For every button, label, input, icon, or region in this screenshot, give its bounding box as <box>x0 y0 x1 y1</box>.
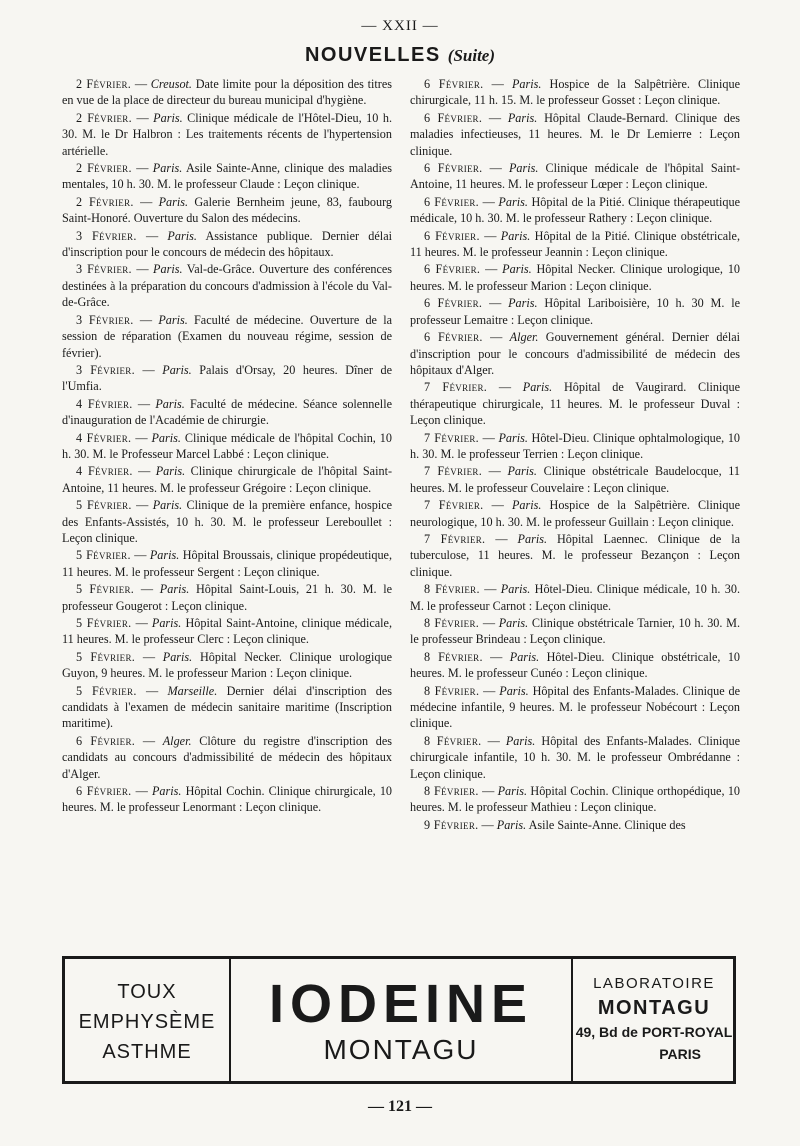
entry-text: Hôpital Saint-Antoine, clinique médicale, 11 heures. M. le professeur Clerc : Leçon clinique. <box>62 616 392 647</box>
entry-dash: — <box>131 161 153 176</box>
entry-dash: — <box>482 296 509 311</box>
news-entry <box>62 76 392 109</box>
entry-date: 5 Février. <box>76 683 137 698</box>
news-entry <box>62 194 392 227</box>
entry-city: Paris. <box>149 548 180 563</box>
entry-text: Faculté de médecine. Séance solennelle d'inauguration de l'Académie de chirurgie. <box>62 396 392 428</box>
ad-left-line: EMPHYSÈME <box>78 1011 216 1033</box>
entry-date: 4 Février. <box>76 396 133 411</box>
entry-city: Paris. <box>498 194 528 209</box>
entry-date: 7 Février. <box>424 430 480 445</box>
news-entry <box>410 783 740 816</box>
news-entry <box>410 430 740 463</box>
entry-dash: — <box>482 161 509 176</box>
entry-dash: — <box>481 733 506 748</box>
entry-text: Clinique médicale de l'hôpital Saint-Antoine, 11 heures. M. le professeur Lœper : Leçon clinique. <box>410 161 741 192</box>
entry-city: Paris. <box>497 784 528 799</box>
entry-dash: — <box>132 396 156 411</box>
entry-text: Dernier délai d'inscription des candidats à l'examen de médecin sanitaire maritime (Inscription maritime). <box>62 683 393 731</box>
ad-lab-line: LABORATOIRE <box>593 975 715 992</box>
entry-text: Hôtel-Dieu. Clinique obstétricale, 10 heures. M. le professeur Cunéo : Leçon clinique. <box>410 649 741 681</box>
news-entry <box>410 683 740 732</box>
entry-dash: — <box>479 228 501 243</box>
entry-city: Paris. <box>159 582 190 597</box>
entry-date: 9 Février. <box>424 817 479 832</box>
entry-text: Hôpital Saint-Louis, 21 h. 30. M. le professeur Gougerot : Leçon clinique. <box>62 582 393 613</box>
news-entry <box>410 531 740 580</box>
entry-dash: — <box>479 194 499 209</box>
entry-dash: — <box>131 77 151 91</box>
entry-city: Paris. <box>522 380 553 395</box>
entry-date: 6 Février. <box>76 784 132 799</box>
entry-date: 7 Février. <box>424 498 484 513</box>
news-entry <box>62 783 392 816</box>
entry-text: Clinique chirurgicale de l'hôpital Saint-Antoine, 11 heures. M. le professeur Grégoire : Leçon clinique. <box>62 464 393 495</box>
entry-city: Paris. <box>500 582 531 597</box>
entry-text: Asile Sainte-Anne, clinique des maladies mentales, 10 h. 30. M. le professeur Claude : Leçon clinique. <box>62 161 393 192</box>
page-roman-numeral: — XXII — <box>361 18 439 34</box>
entry-dash: — <box>479 616 499 630</box>
news-entry <box>410 733 740 782</box>
entry-city: Paris. <box>151 784 182 799</box>
entry-city: Paris. <box>151 430 181 445</box>
news-entry <box>62 312 392 361</box>
entry-city: Paris. <box>508 161 539 176</box>
news-entry <box>410 649 740 682</box>
entry-dash: — <box>482 330 510 345</box>
entry-text: Hôpital Necker. Clinique urologique, 10 heures. M. le professeur Marion : Leçon clinique. <box>410 262 741 293</box>
entry-date: 2 Février. <box>76 77 132 91</box>
entry-date: 6 Février. <box>424 161 483 176</box>
entry-text: Asile Sainte-Anne. Clinique des <box>528 817 686 832</box>
entry-dash: — <box>483 77 512 91</box>
entry-city: Paris. <box>517 531 547 546</box>
entry-dash: — <box>478 784 498 799</box>
entry-city: Paris. <box>502 262 532 277</box>
news-entry <box>410 228 740 261</box>
entry-date: 5 Février. <box>76 498 132 513</box>
ad-center-panel <box>231 959 571 1081</box>
entry-dash: — <box>131 784 152 799</box>
entry-city: Paris. <box>496 817 527 832</box>
entry-date: 6 Février. <box>424 77 484 91</box>
entry-text: Faculté de médecine. Ouverture de la session de réparation (Examen du nouveau régime, session de février). <box>62 312 392 360</box>
entry-dash: — <box>136 228 168 243</box>
entry-dash: — <box>479 430 499 445</box>
ad-left-line: ASTHME <box>102 1041 192 1063</box>
entry-text: Hôpital des Enfants-Malades. Clinique chirurgicale infantile, 10 h. 30. M. le professeur Ombrédanne : Leçon clinique. <box>410 733 741 781</box>
entry-city: Paris. <box>158 312 188 327</box>
entry-city: Paris. <box>152 498 183 513</box>
entry-city: Paris. <box>155 464 186 479</box>
entry-date: 3 Février. <box>76 262 132 277</box>
news-entry <box>410 379 740 428</box>
entry-date: 8 Février. <box>424 733 482 748</box>
news-entry <box>62 110 392 159</box>
entry-dash: — <box>132 464 156 479</box>
entry-text: Hospice de la Salpêtrière. Clinique chirurgicale, 11 h. 15. M. le professeur Gosset : Leçon clinique. <box>410 77 740 108</box>
entry-text: Hôpital Cochin. Clinique orthopédique, 10 heures. M. le professeur Mathieu : Leçon clinique. <box>410 784 741 815</box>
news-entry <box>62 463 392 496</box>
news-entry <box>62 160 392 193</box>
entry-dash: — <box>131 262 154 277</box>
entry-dash: — <box>135 649 163 664</box>
entry-date: 6 Février. <box>424 330 483 345</box>
advertisement <box>62 956 736 1084</box>
news-entry <box>62 547 392 580</box>
entry-city: Marseille. <box>167 683 218 698</box>
news-entry <box>62 261 392 310</box>
entry-date: 7 Février. <box>424 464 483 479</box>
news-entry <box>410 329 740 378</box>
entry-dash: — <box>131 616 152 630</box>
entry-date: 5 Février. <box>76 649 136 664</box>
entry-text: Palais d'Orsay, 20 heures. Dîner de l'Umfia. <box>62 362 393 394</box>
section-title-suite: (Suite) <box>447 46 496 65</box>
entry-date: 8 Février. <box>424 649 483 664</box>
entry-text: Hôpital Lariboisière, 10 h. 30 M. le professeur Lemaitre : Leçon clinique. <box>410 296 741 327</box>
entry-city: Paris. <box>507 110 538 125</box>
entry-city: Paris. <box>500 228 531 243</box>
entry-city: Paris. <box>155 396 185 411</box>
entry-city: Paris. <box>153 110 183 125</box>
news-entry <box>410 581 740 614</box>
entry-city: Paris. <box>162 362 192 377</box>
entry-text: Hôtel-Dieu. Clinique ophtalmologique, 10 h. 30. M. le professeur Terrien : Leçon clinique. <box>410 430 741 461</box>
news-entry <box>410 160 740 193</box>
entry-city: Paris. <box>507 464 537 479</box>
entry-city: Paris. <box>511 498 542 513</box>
news-entry <box>62 615 392 648</box>
section-title-main: NOUVELLES <box>304 44 441 66</box>
entry-text: Galerie Bernheim jeune, 83, faubourg Saint-Honoré. Ouverture du Salon des médecins. <box>62 194 393 226</box>
entry-date: 8 Février. <box>424 616 480 630</box>
entry-date: 6 Février. <box>424 296 483 311</box>
news-entry <box>62 581 392 614</box>
entry-date: 5 Février. <box>76 616 132 630</box>
entry-city: Paris. <box>167 228 197 243</box>
entry-text: Hôpital de la Pitié. Clinique thérapeutique médicale, 10 h. 30. M. le professeur Rathery : Leçon clinique. <box>410 194 741 226</box>
entry-city: Paris. <box>162 649 193 664</box>
entry-date: 5 Février. <box>76 582 135 597</box>
section-title <box>0 44 800 67</box>
entry-city: Paris. <box>499 683 529 698</box>
entry-dash: — <box>131 110 154 125</box>
entry-dash: — <box>134 362 163 377</box>
news-entry <box>410 295 740 328</box>
entry-text: Hôpital Claude-Bernard. Clinique des maladies infectieuses, 11 heures. M. le Dr Lemierre : Leçon clinique. <box>410 110 740 158</box>
news-entry <box>410 497 740 530</box>
ad-left-panel <box>65 959 231 1081</box>
entry-date: 8 Février. <box>424 683 480 698</box>
entry-text: Clinique obstétricale Baudelocque, 11 heures. M. le professeur Couvelaire : Leçon clinique. <box>410 464 740 495</box>
entry-date: 4 Février. <box>76 464 133 479</box>
entry-date: 4 Février. <box>76 430 132 445</box>
news-entry <box>62 362 392 395</box>
entry-date: 7 Février. <box>424 531 486 546</box>
entry-dash: — <box>482 110 508 125</box>
entry-text: Date limite pour la déposition des titres en vue de la place de directeur du bureau municipal d'hygiène. <box>62 77 393 108</box>
entry-date: 7 Février. <box>424 380 488 395</box>
entry-date: 2 Février. <box>76 110 132 125</box>
entry-city: Paris. <box>153 262 183 277</box>
entry-city: Paris. <box>511 77 542 91</box>
entry-date: 6 Février. <box>76 733 136 748</box>
news-entry <box>62 649 392 682</box>
entry-text: Val-de-Grâce. Ouverture des conférences destinées à la préparation du concours d'admission à l'école du Val-de-Grâce. <box>62 262 393 310</box>
entry-text: Gouvernement général. Dernier délai d'inscription pour le concours d'admissibilité de médecin des hôpitaux d'Alger. <box>410 330 741 377</box>
entry-date: 8 Février. <box>424 582 480 597</box>
page-number: — 121 — <box>368 1098 432 1115</box>
entry-date: 3 Février. <box>76 312 134 327</box>
entry-city: Paris. <box>508 296 538 311</box>
entry-dash: — <box>478 817 497 832</box>
entry-city: Alger. <box>162 733 192 748</box>
entry-date: 6 Février. <box>424 262 481 277</box>
entry-date: 6 Février. <box>424 110 483 125</box>
entry-date: 6 Février. <box>424 194 480 209</box>
entry-text: Hôpital de Vaugirard. Clinique thérapeutique chirurgicale, 11 heures. M. le professeur Duval : Leçon clinique. <box>410 380 741 428</box>
news-entry <box>410 463 740 496</box>
entry-dash: — <box>136 683 168 698</box>
news-entry <box>62 430 392 463</box>
news-entry <box>62 228 392 261</box>
entry-dash: — <box>479 683 500 698</box>
entry-text: Hôtel-Dieu. Clinique médicale, 10 h. 30. M. le professeur Carnot : Leçon clinique. <box>410 582 741 613</box>
news-entry <box>62 683 392 732</box>
entry-city: Creusot. <box>150 77 192 91</box>
news-entry <box>410 615 740 648</box>
entry-dash: — <box>131 430 152 445</box>
entry-dash: — <box>130 548 150 563</box>
entry-dash: — <box>482 464 508 479</box>
entry-dash: — <box>479 582 501 597</box>
entry-date: 5 Février. <box>76 548 131 563</box>
entry-text: Hôpital des Enfants-Malades. Clinique de médecine infantile, 9 heures. M. le professeur Nobécourt : Leçon clinique. <box>410 683 741 731</box>
entry-city: Paris. <box>158 194 189 209</box>
news-entry <box>62 497 392 546</box>
entry-city: Paris. <box>509 649 540 664</box>
news-entry <box>410 261 740 294</box>
entry-date: 3 Février. <box>76 362 135 377</box>
entry-date: 3 Février. <box>76 228 137 243</box>
entry-text: Clinique médicale de l'Hôtel-Dieu, 10 h. 30. M. le Dr Halbron : Les traitements récents de l'hypertension artérielle. <box>62 110 393 158</box>
entry-city: Paris. <box>151 616 182 630</box>
entry-dash: — <box>485 531 518 546</box>
ad-lab-name: MONTAGU <box>597 997 711 1019</box>
entry-dash: — <box>135 733 163 748</box>
news-entry <box>410 76 740 109</box>
entry-dash: — <box>480 262 503 277</box>
entry-text: Hôpital Necker. Clinique urologique Guyon, 9 heures. M. le professeur Marion : Leçon clinique. <box>62 649 392 681</box>
entry-dash: — <box>133 194 159 209</box>
ad-brand-sub: MONTAGU <box>323 1034 479 1065</box>
entry-dash: — <box>134 582 160 597</box>
entry-dash: — <box>482 649 510 664</box>
news-entry <box>410 110 740 159</box>
entry-text: Clinique obstétricale Tarnier, 10 h. 30. M. le professeur Brindeau : Leçon clinique. <box>410 616 741 647</box>
entry-text: Assistance publique. Dernier délai d'inscription pour le concours de médecin des hôpitaux. <box>62 228 392 260</box>
ad-lab-city: PARIS <box>659 1046 701 1062</box>
entry-text: Clôture du registre d'inscription des candidats au concours d'admissibilité de médecin des hôpitaux d'Alger. <box>62 733 393 781</box>
entry-city: Paris. <box>152 161 183 176</box>
entry-text: Hôpital Laennec. Clinique de la tuberculose, 11 heures. M. le professeur Bezançon : Leçon clinique. <box>410 531 741 579</box>
news-entry <box>410 194 740 227</box>
entry-date: 2 Février. <box>76 194 134 209</box>
entry-dash: — <box>483 498 512 513</box>
entry-text: Clinique médicale de l'hôpital Cochin, 10 h. 30. M. le Professeur Marcel Labbé : Leçon clinique. <box>62 430 392 461</box>
entry-text: Clinique de la première enfance, hospice des Enfants-Assistés, 10 h. 30. M. le professeur Lereboullet : Leçon clinique. <box>62 498 393 545</box>
entry-date: 8 Février. <box>424 784 479 799</box>
right-column <box>410 76 740 834</box>
ad-left-line: TOUX <box>117 981 177 1003</box>
entry-city: Alger. <box>509 330 539 345</box>
news-entry <box>410 817 740 833</box>
entry-text: Hôpital Cochin. Clinique chirurgicale, 10 heures. M. le professeur Lenormant : Leçon clinique. <box>62 784 393 815</box>
ad-brand: IODEINE <box>268 974 534 1034</box>
entry-city: Paris. <box>498 430 528 445</box>
news-entry <box>62 396 392 429</box>
entry-city: Paris. <box>498 616 529 630</box>
entry-city: Paris. <box>505 733 536 748</box>
entry-dash: — <box>133 312 159 327</box>
entry-dash: — <box>131 498 153 513</box>
entry-text: Hôpital de la Pitié. Clinique obstétricale, 11 heures. M. le professeur Jeannin : Leçon clinique. <box>410 228 741 260</box>
ad-lab-address: 49, Bd de PORT-ROYAL <box>575 1024 733 1040</box>
left-column <box>62 76 392 817</box>
ad-right-panel <box>571 959 735 1081</box>
news-entry <box>62 733 392 782</box>
entry-dash: — <box>487 380 523 395</box>
entry-date: 6 Février. <box>424 228 480 243</box>
entry-text: Hôpital Broussais, clinique propédeutique, 11 heures. M. le professeur Sergent : Leçon clinique. <box>62 548 393 579</box>
entry-date: 2 Février. <box>76 161 132 176</box>
entry-text: Hospice de la Salpêtrière. Clinique neurologique, 10 h. 30. M. le professeur Guillain : Leçon clinique. <box>410 498 740 529</box>
